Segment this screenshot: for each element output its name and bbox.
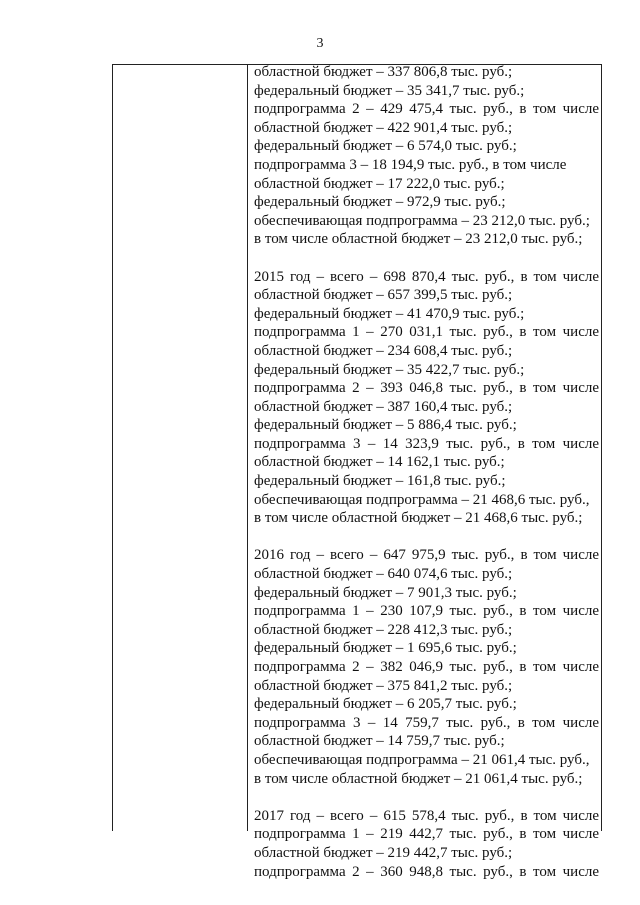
funding-line: подпрограмма 1 – 230 107,9 тыс. руб., в том числе — [254, 603, 599, 620]
column-divider — [247, 64, 248, 831]
funding-line: областной бюджет – 14 162,1 тыс. руб.; — [254, 454, 505, 471]
funding-line: 2017 год – всего – 615 578,4 тыс. руб., в том числе — [254, 807, 599, 824]
funding-line: подпрограмма 2 – 382 046,9 тыс. руб., в том числе — [254, 659, 599, 675]
funding-line: обеспечивающая подпрограмма – 21 061,4 тыс. руб., — [254, 751, 590, 768]
funding-line: федеральный бюджет – 6 574,0 тыс. руб.; — [254, 138, 517, 155]
funding-line: федеральный бюджет – 5 886,4 тыс. руб.; — [254, 417, 517, 434]
funding-line: подпрограмма 1 – 270 031,1 тыс. руб., в том числе — [254, 324, 599, 341]
funding-line: федеральный бюджет – 35 422,7 тыс. руб.; — [254, 361, 525, 378]
funding-line: подпрограмма 1 – 219 442,7 тыс. руб., в том числе — [254, 826, 599, 843]
funding-line: областной бюджет – 375 841,2 тыс. руб.; — [254, 677, 513, 694]
funding-line: подпрограмма 2 – 429 475,4 тыс. руб., в том числе — [254, 101, 599, 118]
funding-line: областной бюджет – 387 160,4 тыс. руб.; — [254, 398, 513, 415]
funding-line: федеральный бюджет – 41 470,9 тыс. руб.; — [254, 305, 525, 322]
funding-line: областной бюджет – 14 759,7 тыс. руб.; — [254, 733, 505, 750]
funding-line: в том числе областной бюджет – 21 061,4 тыс. руб.; — [254, 770, 583, 787]
left-cell — [113, 64, 247, 831]
funding-line: подпрограмма 2 – 393 046,8 тыс. руб., в том числе — [254, 380, 599, 397]
funding-line: областной бюджет – 422 901,4 тыс. руб.; — [254, 119, 513, 136]
block-spacer — [254, 788, 599, 807]
funding-line: федеральный бюджет – 6 205,7 тыс. руб.; — [254, 696, 517, 713]
funding-line: федеральный бюджет – 35 341,7 тыс. руб.; — [254, 82, 525, 99]
funding-line: в том числе областной бюджет – 23 212,0 тыс. руб.; — [254, 231, 583, 248]
funding-line: областной бюджет – 640 074,6 тыс. руб.; — [254, 566, 513, 583]
funding-line: федеральный бюджет – 7 901,3 тыс. руб.; — [254, 584, 517, 601]
funding-line: подпрограмма 3 – 14 323,9 тыс. руб., в том числе — [254, 435, 599, 452]
funding-line: обеспечивающая подпрограмма – 21 468,6 тыс. руб., — [254, 491, 590, 508]
page-number: 3 — [316, 36, 324, 51]
funding-line: областной бюджет – 234 608,4 тыс. руб.; — [254, 342, 513, 359]
funding-line: областной бюджет – 337 806,8 тыс. руб.; — [254, 64, 513, 80]
funding-line: подпрограмма 3 – 18 194,9 тыс. руб., в том числе — [254, 156, 567, 173]
block-spacer — [254, 249, 599, 268]
funding-line: подпрограмма 3 – 14 759,7 тыс. руб., в том числе — [254, 714, 599, 731]
funding-line: областной бюджет – 228 412,3 тыс. руб.; — [254, 621, 513, 638]
funding-line: областной бюджет – 657 399,5 тыс. руб.; — [254, 287, 513, 304]
funding-line: областной бюджет – 17 222,0 тыс. руб.; — [254, 175, 505, 192]
funding-line: федеральный бюджет – 972,9 тыс. руб.; — [254, 194, 506, 211]
funding-line: в том числе областной бюджет – 21 468,6 тыс. руб.; — [254, 510, 583, 527]
funding-line: федеральный бюджет – 161,8 тыс. руб.; — [254, 473, 506, 490]
funding-line: федеральный бюджет – 1 695,6 тыс. руб.; — [254, 640, 517, 657]
funding-line: подпрограмма 2 – 360 948,8 тыс. руб., в том числе — [254, 863, 599, 880]
funding-line: 2016 год – всего – 647 975,9 тыс. руб., в том числе — [254, 547, 599, 564]
funding-line: областной бюджет – 219 442,7 тыс. руб.; — [254, 844, 513, 861]
funding-line: обеспечивающая подпрограмма – 23 212,0 тыс. руб.; — [254, 212, 590, 229]
funding-line: 2015 год – всего – 698 870,4 тыс. руб., в том числе — [254, 268, 599, 285]
block-spacer — [254, 528, 599, 547]
funding-text-cell — [254, 63, 599, 881]
